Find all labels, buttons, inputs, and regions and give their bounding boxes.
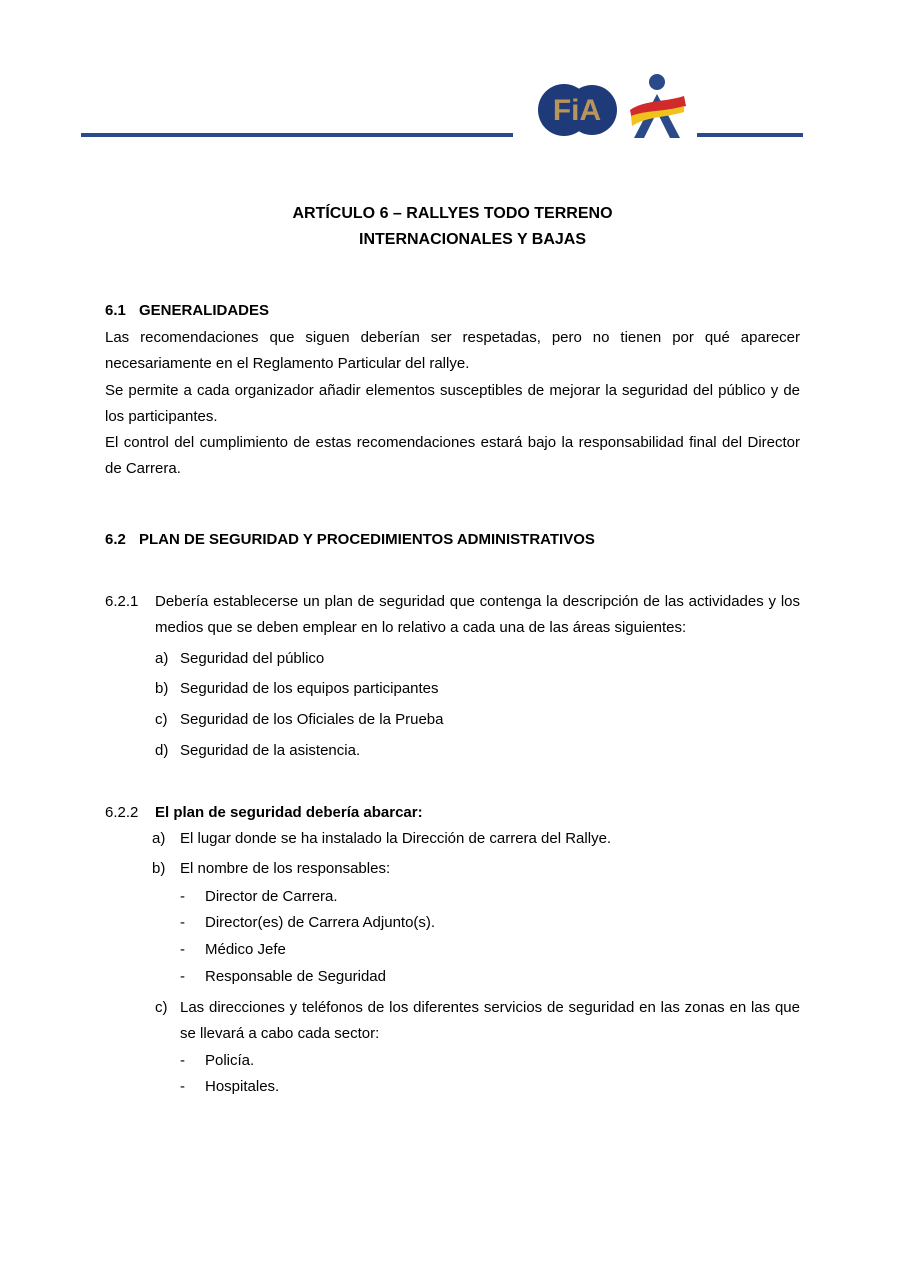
list-item — [155, 738, 361, 764]
item-text: El nombre de los responsables: — [180, 860, 391, 877]
dash-bullet: - — [180, 914, 185, 931]
article-title-line2: INTERNACIONALES Y BAJAS — [359, 231, 586, 248]
item-text: Las direcciones y teléfonos de los diferentes servicios de seguridad en las zonas en las que se llevará a cabo cada sector: — [180, 999, 800, 1043]
dash-bullet: - — [180, 1052, 185, 1069]
clause-6-2-1-text: Debería establecerse un plan de seguridad que contenga la descripción de las actividades y los medios que se deben emplear en lo relativo a cada una de las áreas siguientes: — [155, 593, 800, 637]
section-6-1-body — [105, 325, 800, 483]
item-label: a) — [152, 830, 166, 847]
list-item — [152, 826, 612, 852]
item-text: Responsable de Seguridad — [205, 968, 386, 985]
svg-text:FiA: FiA — [552, 94, 602, 127]
dash-bullet: - — [180, 1078, 185, 1095]
item-label: b) — [152, 860, 166, 877]
dash-item — [180, 1074, 280, 1100]
item-text: Seguridad de los equipos participantes — [180, 680, 439, 697]
item-label: b) — [155, 680, 169, 697]
item-text: Policía. — [205, 1052, 255, 1069]
item-text: El lugar donde se ha instalado la Dirección de carrera del Rallye. — [180, 830, 612, 847]
item-text: Seguridad del público — [180, 650, 325, 667]
clause-number: 6.2.1 — [105, 593, 139, 610]
dash-item — [180, 964, 386, 990]
article-title-line1: ARTÍCULO 6 – RALLYES TODO TERRENO — [292, 205, 613, 222]
dash-item — [180, 884, 338, 910]
list-item — [152, 856, 391, 882]
item-text: Director de Carrera. — [205, 888, 338, 905]
dash-bullet: - — [180, 941, 185, 958]
dash-bullet: - — [180, 968, 185, 985]
header-rule-left — [81, 133, 513, 137]
dash-item — [180, 1048, 255, 1074]
paragraph: Las recomendaciones que siguen deberían ser respetadas, pero no tienen por qué aparecer necesariamente en el Reglamento Particular del rallye. — [105, 329, 800, 373]
list-item — [155, 646, 325, 672]
item-text: Seguridad de la asistencia. — [180, 742, 361, 759]
item-label: a) — [155, 650, 169, 667]
item-label: d) — [155, 742, 169, 759]
list-item — [155, 707, 444, 733]
fia-logo — [536, 82, 618, 138]
dash-bullet: - — [180, 888, 185, 905]
section-number: 6.2 — [105, 531, 126, 548]
item-text: Hospitales. — [205, 1078, 280, 1095]
clause-6-2-2-heading: El plan de seguridad debería abarcar: — [155, 804, 423, 821]
section-heading-6-2 — [105, 531, 595, 548]
item-label: c) — [155, 711, 168, 728]
paragraph: Se permite a cada organizador añadir elementos susceptibles de mejorar la seguridad del público y de los participantes. — [105, 381, 800, 425]
item-text: Médico Jefe — [205, 941, 286, 958]
item-text: Seguridad de los Oficiales de la Prueba — [180, 711, 444, 728]
rfeda-logo — [626, 72, 688, 140]
item-label: c) — [155, 999, 168, 1016]
section-heading-6-1 — [105, 302, 269, 319]
section-title: PLAN DE SEGURIDAD Y PROCEDIMIENTOS ADMINISTRATIVOS — [139, 531, 595, 548]
list-item — [155, 676, 439, 702]
section-title: GENERALIDADES — [139, 302, 270, 319]
item-text: Director(es) de Carrera Adjunto(s). — [205, 914, 436, 931]
dash-item — [180, 910, 436, 936]
dash-item — [180, 937, 286, 963]
section-number: 6.1 — [105, 302, 126, 319]
paragraph: El control del cumplimiento de estas recomendaciones estará bajo la responsabilidad final del Director de Carrera. — [105, 434, 800, 478]
clause-number: 6.2.2 — [105, 804, 139, 821]
header-rule-right — [697, 133, 803, 137]
